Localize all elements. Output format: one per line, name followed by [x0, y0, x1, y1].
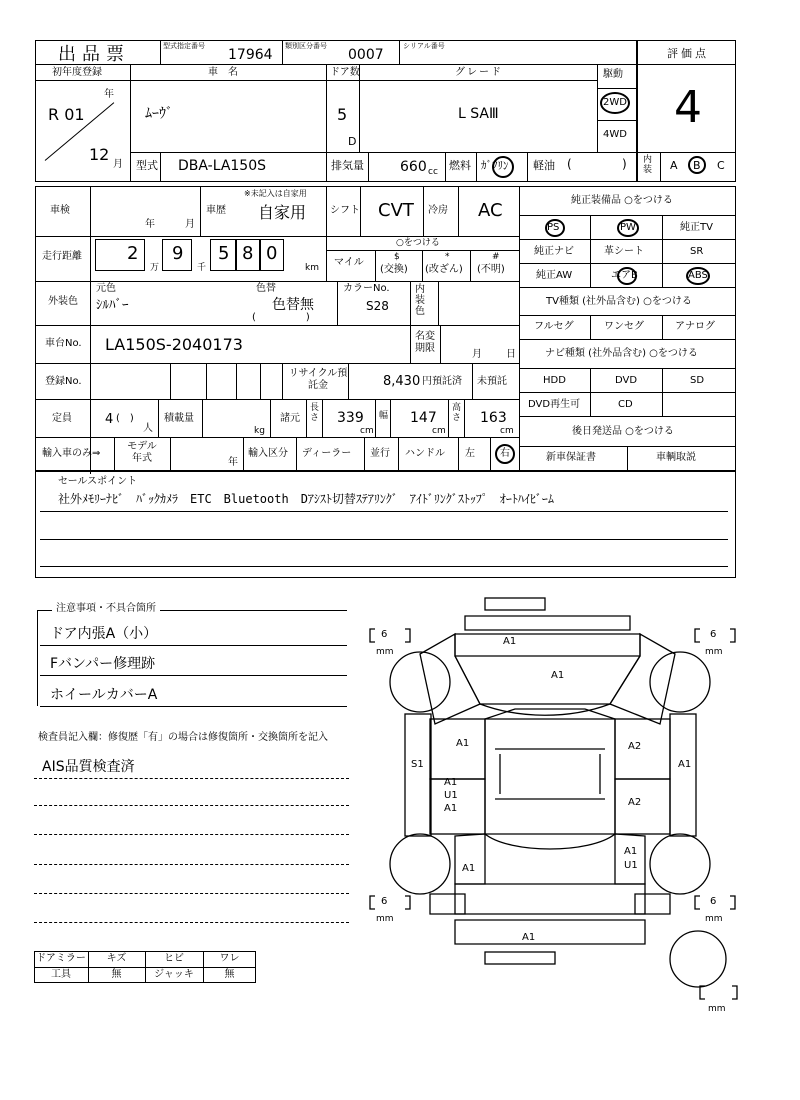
interior-color-label: 内装色 — [415, 284, 425, 317]
option-sr: SR — [690, 246, 704, 257]
tire-depth-fl: 6 — [381, 629, 388, 640]
equip-header-break: ワレ — [219, 953, 240, 964]
interior-b-circle — [688, 156, 706, 174]
color-change-label: 色替 — [256, 283, 276, 294]
damage-left-rear-door-3: A1 — [444, 803, 458, 814]
fuel-gasoline-circle — [492, 156, 514, 178]
tv-fullseg: フルセグ — [534, 321, 574, 332]
equip-header-crack: ヒビ — [164, 953, 184, 964]
option-abs-circle — [686, 267, 710, 285]
recycle-status: 円預託済 — [422, 376, 462, 387]
recycle-label: リサイクル預託金 — [288, 368, 348, 391]
option-airbag: エアB — [611, 270, 638, 281]
handle-right: 右 — [500, 448, 510, 459]
capacity-value: 4 — [105, 412, 114, 427]
damage-rear-right-2: U1 — [624, 860, 638, 871]
cc-unit: cc — [428, 167, 438, 177]
dealer-option: ディーラー — [302, 448, 352, 459]
tv-title: TV種類 (社外品含む) ○をつける — [546, 296, 692, 307]
damage-left-fender: S1 — [411, 759, 424, 770]
shift-value: CVT — [378, 200, 414, 221]
equip-tools-value: 無 — [111, 969, 122, 980]
damage-right-rear-door: A2 — [628, 797, 642, 808]
history-label: 車歴 — [206, 205, 226, 216]
interior-b: B — [693, 159, 701, 172]
chassis-label: 車台No. — [45, 338, 82, 349]
equip-tools-label: 工具 — [51, 969, 71, 980]
option-ps-circle — [545, 219, 565, 237]
damage-rear-left: A1 — [462, 863, 476, 874]
option-leather: 革シート — [604, 246, 644, 257]
first-reg-era: R 01 — [48, 105, 85, 124]
name-change-label: 名変期限 — [415, 331, 435, 354]
fuel-paren-open: ( — [567, 157, 572, 171]
reg-no-label: 登録No. — [45, 376, 82, 387]
later-title: 後日発送品 ○をつける — [572, 426, 674, 437]
orig-color-label: 元色 — [96, 283, 116, 294]
navi-cd: CD — [618, 399, 633, 410]
model-year-label: モデル年式 — [127, 441, 157, 464]
rating-label: 評価点 — [667, 47, 709, 60]
option-navi: 純正ナビ — [534, 246, 574, 257]
ac-value: AC — [478, 200, 503, 221]
note-item-3: ホイールカバーA — [50, 687, 158, 703]
inspector-text: AIS品質検査済 — [42, 759, 135, 775]
car-name-label: 車 名 — [208, 67, 238, 78]
capacity-paren: ( ) — [116, 413, 134, 424]
shift-label: シフト — [330, 205, 360, 216]
equip-jack-label: ジャッキ — [154, 969, 194, 980]
tv-analog: アナログ — [675, 321, 715, 332]
history-value: 自家用 — [258, 203, 307, 222]
fuel-label: 燃料 — [449, 159, 471, 172]
displacement-value: 660 — [400, 159, 427, 175]
mileage-label: 走行距離 — [42, 251, 82, 262]
damage-left-rear-door-2: U1 — [444, 790, 458, 801]
height-value: 163 — [480, 410, 507, 426]
category-value: 0007 — [348, 47, 384, 63]
sales-section — [35, 471, 736, 578]
damage-hood: A1 — [551, 670, 565, 681]
options-title: 純正装備品 ○をつける — [571, 195, 673, 206]
grade-label: グレード — [455, 67, 503, 78]
import-type-label: 輸入区分 — [248, 448, 288, 459]
model-year-unit: 年 — [228, 457, 238, 468]
mileage-digit-3-value: 5 — [218, 243, 230, 264]
drive-2wd-circle — [600, 92, 630, 114]
category-label: 類別区分番号 — [285, 42, 327, 50]
damage-rear-bumper: A1 — [522, 932, 536, 943]
doors-value: 5 — [337, 105, 348, 124]
drive-2wd: 2WD — [603, 97, 627, 108]
color-paren: ( ) — [252, 312, 310, 323]
exchange-top: $ — [394, 252, 400, 262]
ac-label: 冷房 — [428, 205, 448, 216]
km-unit: km — [305, 263, 319, 273]
circle-note: ○をつける — [396, 238, 440, 248]
kg-unit: kg — [254, 426, 265, 436]
sales-label: セールスポイント — [58, 476, 138, 487]
person-unit: 人 — [143, 423, 153, 434]
orig-color-value: ｼﾙﾊﾞｰ — [96, 298, 129, 313]
length-value: 339 — [337, 410, 364, 426]
tire-depth-rl: 6 — [381, 896, 388, 907]
length-label: 長さ — [310, 403, 320, 423]
damage-front-bumper: A1 — [503, 636, 517, 647]
sales-text: 社外ﾒﾓﾘｰﾅﾋﾞ ﾊﾞｯｸｶﾒﾗ ETC Bluetooth Dｱｼｽﾄ切替ｽﾃｱﾘﾝｸﾞ ｱｲﾄﾞﾘﾝｸﾞｽﾄｯﾌﾟ ｵｰﾄﾊｲﾋﾞｰﾑ — [58, 492, 554, 506]
navi-sd: SD — [690, 375, 705, 386]
notes-label: 注意事項・不具合箇所 — [52, 604, 160, 614]
interior-c: C — [717, 159, 725, 172]
interior-a: A — [670, 159, 678, 172]
first-reg-label: 初年度登録 — [52, 67, 102, 78]
interior-label: 内装 — [643, 155, 653, 175]
capacity-label: 定員 — [52, 413, 72, 424]
tire-mm-spare: mm — [708, 1004, 726, 1014]
note-item-1: ドア内張A（小） — [50, 626, 158, 642]
navi-dvd: DVD — [615, 375, 638, 386]
import-label: 輸入車のみ⇒ — [42, 448, 101, 459]
serial-label: シリアル番号 — [403, 42, 445, 50]
option-abs: ABS — [688, 270, 708, 281]
height-label: 高さ — [452, 403, 462, 423]
chassis-value: LA150S-2040173 — [105, 335, 243, 354]
displacement-label: 排気量 — [331, 159, 364, 172]
option-aw: 純正AW — [536, 270, 573, 281]
option-pw: PW — [620, 222, 636, 233]
navi-dvd-play: DVD再生可 — [528, 399, 581, 410]
model-value: DBA-LA150S — [178, 158, 267, 174]
month-unit: 月 — [113, 159, 123, 170]
fuel-paren-close: ) — [622, 157, 627, 171]
navi-title: ナビ種類 (社外品含む) ○をつける — [545, 348, 698, 359]
name-change-month-unit: 月 — [472, 349, 482, 360]
height-cm: cm — [500, 426, 514, 436]
handle-left: 左 — [465, 448, 475, 459]
later-warranty: 新車保証書 — [546, 452, 596, 463]
tv-oneseg: ワンセグ — [604, 321, 644, 332]
recycle-amount: 8,430 — [383, 374, 421, 389]
drive-4wd: 4WD — [603, 129, 627, 140]
parallel-option: 並行 — [370, 448, 390, 459]
mileage-digit-1-value: 2 — [127, 243, 139, 264]
exchange-bottom: (交換) — [380, 264, 408, 275]
man-unit: 万 — [150, 263, 160, 273]
load-label: 積載量 — [164, 413, 194, 424]
doors-label: ドア数 — [330, 67, 360, 78]
navi-hdd: HDD — [543, 375, 566, 386]
color-no-label: カラーNo. — [343, 283, 390, 294]
handle-right-circle — [495, 444, 515, 464]
first-reg-month: 12 — [89, 145, 110, 164]
option-ps: PS — [547, 222, 560, 233]
grade-value: L SAⅢ — [458, 106, 499, 122]
inspection-label: 車検 — [50, 205, 70, 216]
car-name-value: ﾑｰｳﾞ — [145, 106, 173, 122]
damage-rear-right-1: A1 — [624, 846, 638, 857]
equip-header-scratch: キズ — [106, 953, 127, 964]
color-change-value: 色替無 — [272, 297, 314, 313]
tire-mm-fr: mm — [705, 647, 723, 657]
dims-label: 諸元 — [280, 413, 300, 424]
handle-label: ハンドル — [405, 448, 445, 459]
mile-option: マイル — [334, 257, 364, 268]
option-airbag-circle — [617, 267, 637, 285]
damage-right-side: A1 — [678, 759, 692, 770]
recycle-unpaid: 未預託 — [477, 376, 507, 387]
exterior-label: 外装色 — [48, 296, 78, 307]
note-item-2: Fバンパー修理跡 — [50, 656, 156, 672]
form-title: 出品票 — [58, 44, 130, 65]
fuel-gasoline: ｶﾞｿﾘﾝ — [481, 159, 509, 172]
color-no-value: S28 — [366, 299, 389, 313]
model-label: 型式 — [136, 159, 158, 172]
equip-header-mirror: ドアミラー — [36, 953, 86, 964]
option-pw-circle — [617, 219, 639, 237]
name-change-day-unit: 日 — [506, 349, 516, 360]
car-damage-diagram — [360, 594, 750, 1024]
year-unit: 年 — [104, 89, 114, 100]
tamper-top: * — [445, 252, 450, 262]
fuel-diesel: 軽油 — [533, 159, 555, 172]
tire-mm-fl: mm — [376, 647, 394, 657]
tire-depth-fr: 6 — [710, 629, 717, 640]
damage-left-rear-door-1: A1 — [444, 777, 458, 788]
later-manual: 車輌取説 — [656, 452, 696, 463]
inspection-month-unit: 月 — [185, 219, 195, 230]
rating-value: 4 — [674, 82, 702, 133]
mileage-digit-4-value: 8 — [242, 243, 254, 264]
mileage-digit-5-value: 0 — [266, 243, 278, 264]
option-tv: 純正TV — [680, 222, 713, 233]
inspector-label: 検査員記入欄：修復歴「有」の場合は修復箇所・交換箇所を記入 — [38, 732, 328, 743]
tire-depth-rr: 6 — [710, 896, 717, 907]
equip-jack-value: 無 — [224, 969, 235, 980]
damage-right-front-door: A2 — [628, 741, 642, 752]
damage-left-front-door: A1 — [456, 738, 470, 749]
drive-label: 駆動 — [603, 69, 623, 80]
width-label: 幅 — [379, 411, 389, 421]
history-note: ※未記入は自家用 — [244, 189, 307, 198]
tamper-bottom: (改ざん) — [425, 264, 463, 275]
tire-mm-rr: mm — [705, 914, 723, 924]
tire-mm-rl: mm — [376, 914, 394, 924]
unknown-bottom: (不明) — [477, 264, 505, 275]
inspection-year-unit: 年 — [145, 219, 155, 230]
mileage-digit-2-value: 9 — [172, 243, 184, 264]
width-cm: cm — [432, 426, 446, 436]
doors-d: D — [348, 135, 357, 148]
sen-unit: 千 — [197, 263, 207, 273]
unknown-top: # — [492, 252, 500, 262]
type-designation-label: 型式指定番号 — [163, 42, 205, 50]
type-designation-value: 17964 — [228, 47, 273, 63]
length-cm: cm — [360, 426, 374, 436]
width-value: 147 — [410, 410, 437, 426]
